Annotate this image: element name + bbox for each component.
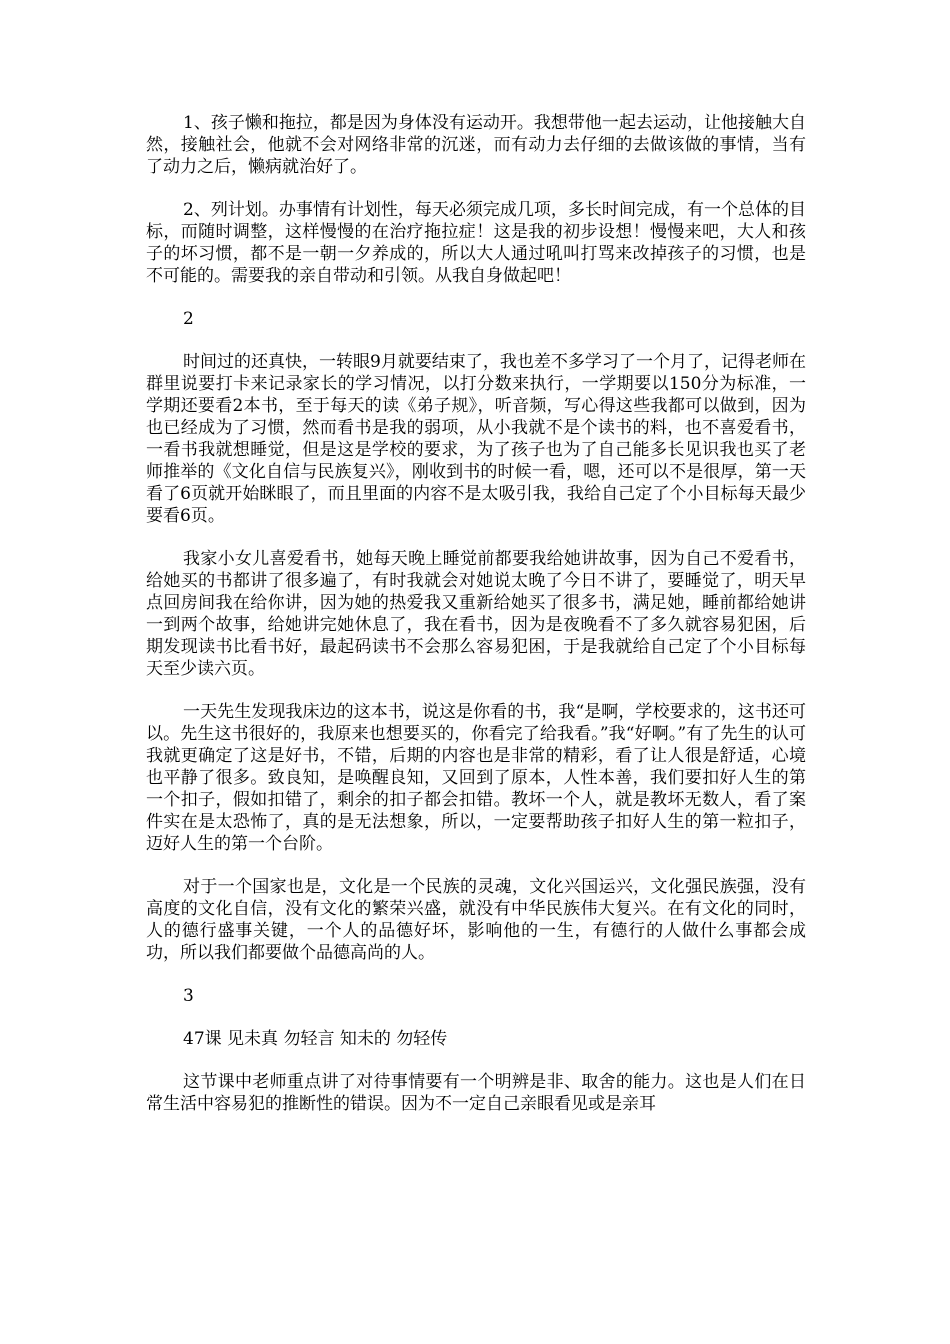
section-number-3: 3 [183,986,194,1006]
paragraph-study-progress: 时间过的还真快，一转眼9月就要结束了，我也差不多学习了一个月了，记得老师在群里说要打卡来记录家长的学习情况，以打分数来执行，一学期要以150分为标准，一学期还要看2本书，至于每天的读《弟子规》，听音频，写心得这些我都可以做到，因为也已经成为了习惯，然而看书是我的弱项，从小我就不是个读书的料，也不喜爱看书，一看书我就想睡觉，但是这是学校的要求，为了孩子也为了自己能多长见识我也买了老师推举的《文化自信与民族复兴》，刚收到书的时候一看，嗯，还可以不是很厚，第一天看了6页就开始眯眼了，而且里面的内容不是太吸引我，我给自己定了个小目标每天最少要看6页。 [146,352,806,526]
paragraph-lesson-notes: 这节课中老师重点讲了对待事情要有一个明辨是非、取舍的能力。这也是人们在日常生活中容易犯的推断性的错误。因为不一定自己亲眼看见或是亲耳 [146,1072,806,1114]
document-body [146,112,806,1136]
paragraph-item-1: 1、孩子懒和拖拉，都是因为身体没有运动开。我想带他一起去运动，让他接触大自然，接触社会，他就不会对网络非常的沉迷，而有动力去仔细的去做该做的事情，当有了动力之后，懒病就治好了。 [146,113,806,177]
paragraph-husband-book: 一天先生发现我床边的这本书，说这是你看的书，我“是啊，学校要求的，这书还可以。先生这书很好的，我原来也想要买的，你看完了给我看。”我“好啊。”有了先生的认可我就更确定了这是好书，不错，后期的内容也是非常的精彩，看了让人很是舒适，心境也平静了很多。致良知，是唤醒良知，又回到了原本，人性本善，我们要扣好人生的第一个扣子，假如扣错了，剩余的扣子都会扣错。教坏一个人，就是教坏无数人，看了案件实在是太恐怖了，真的是无法想象，所以，一定要帮助孩子扣好人生的第一粒扣子，迈好人生的第一个台阶。 [146,702,806,854]
section-number-2: 2 [183,309,194,329]
paragraph-item-2: 2、列计划。办事情有计划性，每天必须完成几项，多长时间完成，有一个总体的目标，而随时调整，这样慢慢的在治疗拖拉症！这是我的初步设想！慢慢来吧，大人和孩子的坏习惯，都不是一朝一夕养成的，所以大人通过吼叫打骂来改掉孩子的习惯，也是不可能的。需要我的亲自带动和引领。从我自身做起吧！ [146,200,806,286]
paragraph-daughter-reading: 我家小女儿喜爱看书，她每天晚上睡觉前都要我给她讲故事，因为自己不爱看书，给她买的书都讲了很多遍了，有时我就会对她说太晚了今日不讲了，要睡觉了，明天早点回房间我在给你讲，因为她的热爱我又重新给她买了很多书，满足她，睡前都给她讲一到两个故事，给她讲完她休息了，我在看书，因为是夜晚看不了多久就容易犯困，后期发现读书比看书好，最起码读书不会那么容易犯困，于是我就给自己定了个小目标每天至少读六页。 [146,549,806,679]
lesson-title: 47课 见未真 勿轻言 知未的 勿轻传 [183,1029,448,1049]
paragraph-national-culture: 对于一个国家也是，文化是一个民族的灵魂，文化兴国运兴，文化强民族强，没有高度的文化自信，没有文化的繁荣兴盛，就没有中华民族伟大复兴。在有文化的同时，人的德行盛事关键，一个人的品德好坏，影响他的一生，有德行的人做什么事都会成功，所以我们都要做个品德高尚的人。 [146,877,806,963]
